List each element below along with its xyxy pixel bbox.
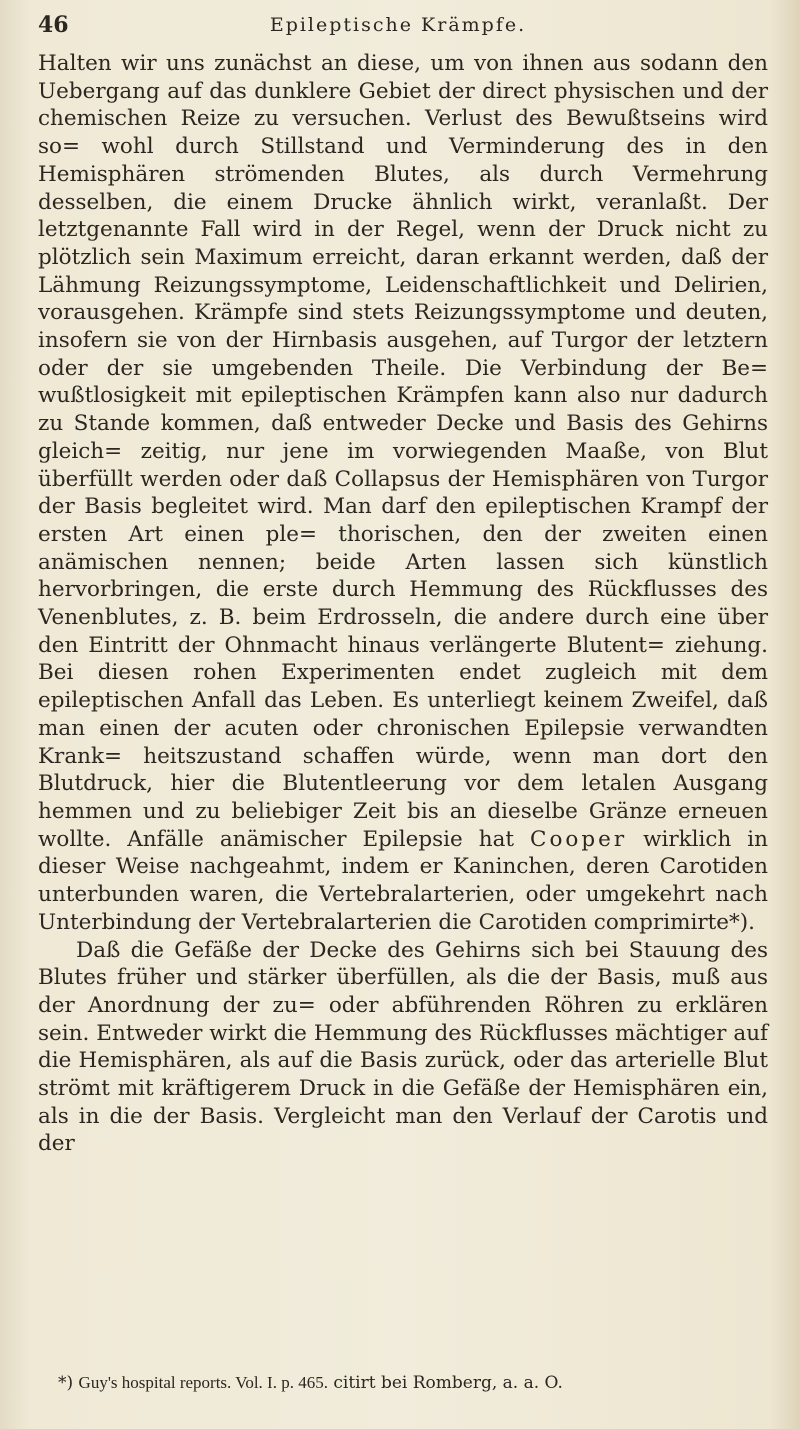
paragraph [38, 50, 768, 937]
footnote-citation: citirt bei Romberg, a. a. O. [333, 1373, 563, 1393]
running-title: Epileptische Krämpfe. [269, 14, 527, 36]
paragraph-text: wirklich in dieser Weise nachgeahmt, indem er Kaninchen, deren Carotiden unterbunden waren, die Vertebralarterien, oder umgekehrt nach Unterbindung der Vertebralarterien die Carotiden comprimirte*). [38, 826, 768, 935]
paragraph-text: Halten wir uns zunächst an diese, um von ihnen aus sodann den Uebergang auf das dunklere Gebiet der direct physischen und der chemischen Reize zu versuchen. Verlust des Bewußtseins wird so= wohl durch Stillstand und Verminderung des in den Hemisphären strömenden Blutes, als durch Vermehrung desselben, die einem Drucke ähnlich wirkt, veranlaßt. Der letztgenannte Fall wird in der Regel, wenn der Druck nicht zu plötzlich sein Maximum erreicht, daran erkannt werden, daß der Lähmung Reizungssymptome, Leidenschaftlichkeit und Delirien, vorausgehen. Krämpfe sind stets Reizungssymptome und deuten, insofern sie von der Hirnbasis ausgehen, auf Turgor der letztern oder der sie umgebenden Theile. Die Verbindung der Be= wußtlosigkeit mit epileptischen Krämpfen kann also nur dadurch zu Stande kommen, daß entweder Decke und Basis des Gehirns gleich= zeitig, nur jene im vorwiegenden Maaße, von Blut überfüllt werden oder daß Collapsus der Hemisphären von Turgor der Basis begleitet wird. Man darf den epileptischen Krampf der ersten Art einen ple= thorischen, den der zweiten einen anämischen nennen; beide Arten lassen sich künstlich hervorbringen, die erste durch Hemmung des Rückflusses des Venenblutes, z. B. beim Erdrosseln, die andere durch eine über den Eintritt der Ohnmacht hinaus verlängerte Blutent= ziehung. Bei diesen rohen Experimenten endet zugleich mit dem epileptischen Anfall das Leben. Es unterliegt keinem Zweifel, daß man einen der acuten oder chronischen Epilepsie verwandten Krank= heitszustand schaffen würde, wenn man dort den Blutdruck, hier die Blutentleerung vor dem letalen Ausgang hemmen und zu beliebiger Zeit bis an dieselbe Gränze erneuen wollte. Anfälle anämischer Epilepsie hat [38, 51, 768, 852]
page-header [38, 8, 758, 44]
footnote-source: Guy's hospital reports. Vol. I. p. 465. [78, 1373, 328, 1392]
body-text [38, 50, 768, 1158]
page-number: 46 [38, 12, 69, 38]
author-name: Cooper [530, 826, 628, 852]
paragraph: Daß die Gefäße der Decke des Gehirns sich bei Stauung des Blutes früher und stärker überfüllen, als die der Basis, muß aus der Anordnung der zu= oder abführenden Röhren zu erklären sein. Entweder wirkt die Hemmung des Rückflusses mächtiger auf die Hemisphären, als auf die Basis zurück, oder das arterielle Blut strömt mit kräftigerem Druck in die Gefäße der Hemisphären ein, als in die der Basis. Vergleicht man den Verlauf der Carotis und der [38, 937, 768, 1157]
footnote [38, 1373, 768, 1393]
footnote-marker: *) [58, 1373, 74, 1393]
